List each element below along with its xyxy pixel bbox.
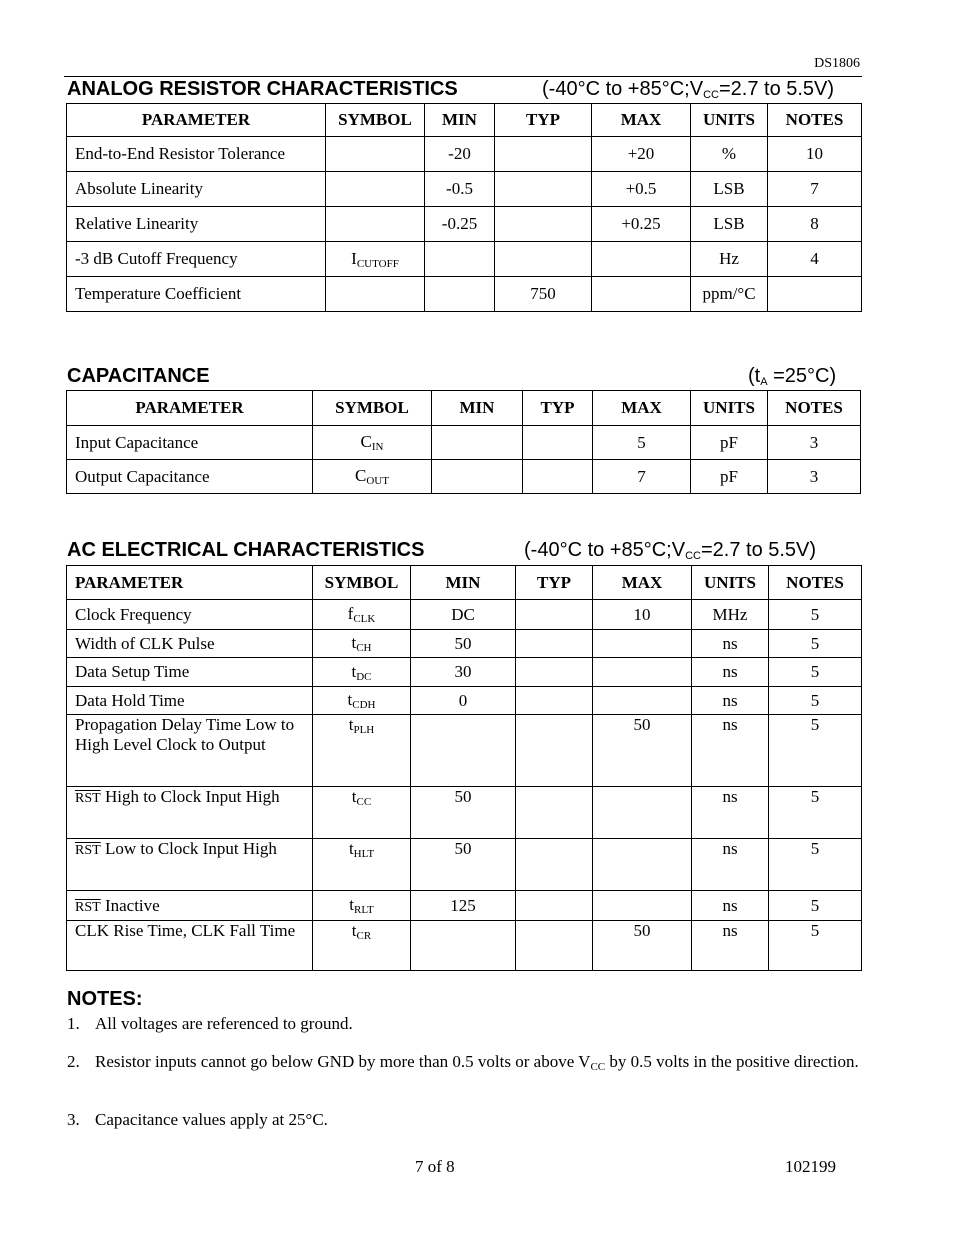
- notes-cell: 4: [768, 242, 862, 277]
- table-row: [67, 839, 862, 891]
- max-cell: [593, 630, 692, 658]
- column-header: PARAMETER: [67, 391, 313, 426]
- parameter-label: Propagation Delay Time Low to High Level Clock to Output: [75, 715, 295, 754]
- max-cell: +0.25: [592, 207, 691, 242]
- table-row: [67, 460, 861, 494]
- typ-cell: [516, 658, 593, 687]
- typ-cell: [516, 891, 593, 921]
- units-cell: ns: [692, 921, 769, 971]
- typ-cell: 750: [495, 277, 592, 312]
- units-cell: ns: [692, 630, 769, 658]
- symbol-cell: $t_{CH}$: [313, 630, 411, 658]
- note-item: 3. Capacitance values apply at 25°C.: [67, 1110, 328, 1129]
- max-cell: +20: [592, 137, 691, 172]
- column-header: MIN: [411, 566, 516, 600]
- column-header: MAX: [593, 566, 692, 600]
- min-cell: -0.25: [425, 207, 495, 242]
- max-cell: 50: [593, 921, 692, 971]
- typ-cell: [495, 172, 592, 207]
- parameter-label: End-to-End Resistor Tolerance: [75, 144, 285, 163]
- notes-cell: 5: [769, 891, 862, 921]
- parameter-label: Data Setup Time: [75, 662, 190, 681]
- min-cell: [411, 715, 516, 787]
- symbol-cell: [326, 137, 425, 172]
- ac-conditions: (-40°C to $+85^\circ C;V_{CC}=2.7$ to 5.5V): [524, 539, 817, 562]
- note-item: 1. All voltages are referenced to ground.: [67, 1014, 353, 1033]
- column-header: TYP: [516, 566, 593, 600]
- min-cell: [425, 242, 495, 277]
- typ-cell: [516, 630, 593, 658]
- table-row: [67, 658, 862, 687]
- symbol-cell: $t_{PLH}$: [313, 715, 411, 787]
- symbol-cell: $C_{OUT}$: [313, 460, 432, 494]
- notes-cell: 5: [769, 787, 862, 839]
- document-id: DS1806: [814, 56, 860, 71]
- column-header: TYP: [523, 391, 593, 426]
- notes-title: NOTES:: [67, 988, 143, 1010]
- table-row: [67, 137, 862, 172]
- min-cell: 50: [411, 839, 516, 891]
- min-cell: [411, 921, 516, 971]
- column-header: NOTES: [769, 566, 862, 600]
- units-cell: Hz: [691, 242, 768, 277]
- notes-cell: 10: [768, 137, 862, 172]
- parameter-label: Relative Linearity: [75, 214, 199, 233]
- header-rule: [64, 76, 862, 77]
- max-cell: 10: [593, 600, 692, 630]
- parameter-cell: [67, 242, 326, 277]
- typ-cell: [516, 839, 593, 891]
- parameter-cell: [67, 921, 313, 971]
- table-header-row: [67, 104, 862, 137]
- column-header: SYMBOL: [313, 566, 411, 600]
- min-cell: -0.5: [425, 172, 495, 207]
- capacitance-conditions: $(t_A =25^\circ C)$: [748, 365, 837, 388]
- min-cell: 50: [411, 787, 516, 839]
- max-cell: [592, 277, 691, 312]
- table-row: [67, 207, 862, 242]
- column-header: MAX: [593, 391, 691, 426]
- symbol-cell: $t_{CR}$: [313, 921, 411, 971]
- table-row: [67, 715, 862, 787]
- notes-cell: 7: [768, 172, 862, 207]
- parameter-label: Clock Frequency: [75, 604, 192, 624]
- notes-cell: 5: [769, 600, 862, 630]
- units-cell: ns: [692, 839, 769, 891]
- parameter-cell: [67, 207, 326, 242]
- symbol-cell: $t_{DC}$: [313, 658, 411, 687]
- typ-cell: [495, 137, 592, 172]
- table-row: [67, 600, 862, 630]
- column-header: PARAMETER: [67, 104, 326, 137]
- min-cell: [425, 277, 495, 312]
- parameter-label: Inactive: [100, 895, 160, 915]
- typ-cell: [516, 687, 593, 715]
- notes-cell: 5: [769, 658, 862, 687]
- analog-table: [66, 103, 862, 312]
- table-row: [67, 242, 862, 277]
- max-cell: 7: [593, 460, 691, 494]
- document-code: 102199: [785, 1157, 836, 1176]
- notes-cell: 3: [768, 460, 861, 494]
- parameter-cell: [67, 460, 313, 494]
- table-row: [67, 630, 862, 658]
- parameter-cell: [67, 137, 326, 172]
- column-header: TYP: [495, 104, 592, 137]
- parameter-cell: [67, 426, 313, 460]
- max-cell: [592, 242, 691, 277]
- column-header: SYMBOL: [313, 391, 432, 426]
- parameter-cell: [67, 715, 313, 787]
- parameter-label: Low to Clock Input High: [100, 839, 277, 858]
- min-cell: 0: [411, 687, 516, 715]
- rst-signal: $\overline{RST}$: [75, 843, 101, 858]
- units-cell: pF: [691, 426, 768, 460]
- column-header: MIN: [425, 104, 495, 137]
- max-cell: +0.5: [592, 172, 691, 207]
- parameter-cell: [67, 658, 313, 687]
- typ-cell: [516, 921, 593, 971]
- parameter-cell: [67, 839, 313, 891]
- symbol-cell: $f_{CLK}$: [313, 600, 411, 630]
- max-cell: [593, 658, 692, 687]
- parameter-cell: [67, 277, 326, 312]
- parameter-cell: [67, 687, 313, 715]
- symbol-cell: $t_{HLT}$: [313, 839, 411, 891]
- units-cell: ns: [692, 687, 769, 715]
- max-cell: [593, 787, 692, 839]
- min-cell: DC: [411, 600, 516, 630]
- page-number: 7 of 8: [415, 1157, 455, 1176]
- notes-cell: 5: [769, 630, 862, 658]
- parameter-cell: [67, 891, 313, 921]
- units-cell: ns: [692, 787, 769, 839]
- max-cell: 50: [593, 715, 692, 787]
- parameter-label: Width of CLK Pulse: [75, 633, 215, 653]
- symbol-cell: [326, 207, 425, 242]
- units-cell: ns: [692, 891, 769, 921]
- table-row: [67, 687, 862, 715]
- max-cell: 5: [593, 426, 691, 460]
- table-header-row: [67, 566, 862, 600]
- parameter-cell: [67, 172, 326, 207]
- symbol-cell: $I_{CUTOFF}$: [326, 242, 425, 277]
- notes-cell: 5: [769, 715, 862, 787]
- max-cell: [593, 891, 692, 921]
- table-row: [67, 891, 862, 921]
- notes-cell: 5: [769, 921, 862, 971]
- units-cell: LSB: [691, 207, 768, 242]
- column-header: MIN: [432, 391, 523, 426]
- notes-cell: 5: [769, 687, 862, 715]
- max-cell: [593, 839, 692, 891]
- typ-cell: [516, 600, 593, 630]
- units-cell: pF: [691, 460, 768, 494]
- min-cell: 50: [411, 630, 516, 658]
- note-item: 2. Resistor inputs cannot go below GND by more than 0.5 volts or above $V_{CC}$ by 0.5 volts in the positive direction.: [67, 1052, 859, 1073]
- parameter-cell: [67, 630, 313, 658]
- symbol-cell: [326, 172, 425, 207]
- table-row: [67, 277, 862, 312]
- units-cell: ns: [692, 658, 769, 687]
- typ-cell: [523, 460, 593, 494]
- parameter-label: Output Capacitance: [75, 466, 210, 486]
- ac-section-title: AC ELECTRICAL CHARACTERISTICS: [67, 539, 425, 561]
- units-cell: %: [691, 137, 768, 172]
- parameter-label: -3 dB Cutoff Frequency: [75, 249, 238, 268]
- parameter-label: Data Hold Time: [75, 690, 185, 710]
- capacitance-section-title: CAPACITANCE: [67, 365, 210, 387]
- rst-signal: $\overline{RST}$: [75, 791, 101, 806]
- ac-table: [66, 565, 862, 971]
- parameter-label: Input Capacitance: [75, 432, 199, 452]
- column-header: PARAMETER: [67, 566, 313, 600]
- parameter-label: High to Clock Input High: [100, 787, 280, 806]
- analog-conditions: (-40°C to $+85^\circ C;V_{CC}=2.7$ to 5.5V): [542, 78, 835, 101]
- typ-cell: [495, 242, 592, 277]
- min-cell: 125: [411, 891, 516, 921]
- units-cell: ppm/°C: [691, 277, 768, 312]
- notes-cell: [768, 277, 862, 312]
- min-cell: -20: [425, 137, 495, 172]
- capacitance-table: [66, 390, 861, 494]
- column-header: UNITS: [692, 566, 769, 600]
- table-row: [67, 426, 861, 460]
- symbol-cell: $t_{RLT}$: [313, 891, 411, 921]
- notes-cell: 5: [769, 839, 862, 891]
- analog-section-title: ANALOG RESISTOR CHARACTERISTICS: [67, 78, 458, 100]
- column-header: UNITS: [691, 391, 768, 426]
- parameter-cell: [67, 787, 313, 839]
- symbol-cell: $C_{IN}$: [313, 426, 432, 460]
- parameter-label: Temperature Coefficient: [75, 284, 242, 303]
- typ-cell: [495, 207, 592, 242]
- parameter-label: CLK Rise Time, CLK Fall Time: [75, 921, 296, 940]
- units-cell: ns: [692, 715, 769, 787]
- min-cell: [432, 426, 523, 460]
- notes-cell: 3: [768, 426, 861, 460]
- typ-cell: [516, 787, 593, 839]
- typ-cell: [516, 715, 593, 787]
- rst-signal: $\overline{RST}$: [75, 899, 101, 915]
- column-header: UNITS: [691, 104, 768, 137]
- symbol-cell: [326, 277, 425, 312]
- table-header-row: [67, 391, 861, 426]
- column-header: NOTES: [768, 391, 861, 426]
- table-row: [67, 921, 862, 971]
- column-header: SYMBOL: [326, 104, 425, 137]
- min-cell: 30: [411, 658, 516, 687]
- parameter-cell: [67, 600, 313, 630]
- table-row: [67, 787, 862, 839]
- column-header: MAX: [592, 104, 691, 137]
- symbol-cell: $t_{CC}$: [313, 787, 411, 839]
- notes-cell: 8: [768, 207, 862, 242]
- typ-cell: [523, 426, 593, 460]
- symbol-cell: $t_{CDH}$: [313, 687, 411, 715]
- max-cell: [593, 687, 692, 715]
- units-cell: LSB: [691, 172, 768, 207]
- parameter-label: Absolute Linearity: [75, 179, 203, 198]
- min-cell: [432, 460, 523, 494]
- units-cell: MHz: [692, 600, 769, 630]
- column-header: NOTES: [768, 104, 862, 137]
- table-row: [67, 172, 862, 207]
